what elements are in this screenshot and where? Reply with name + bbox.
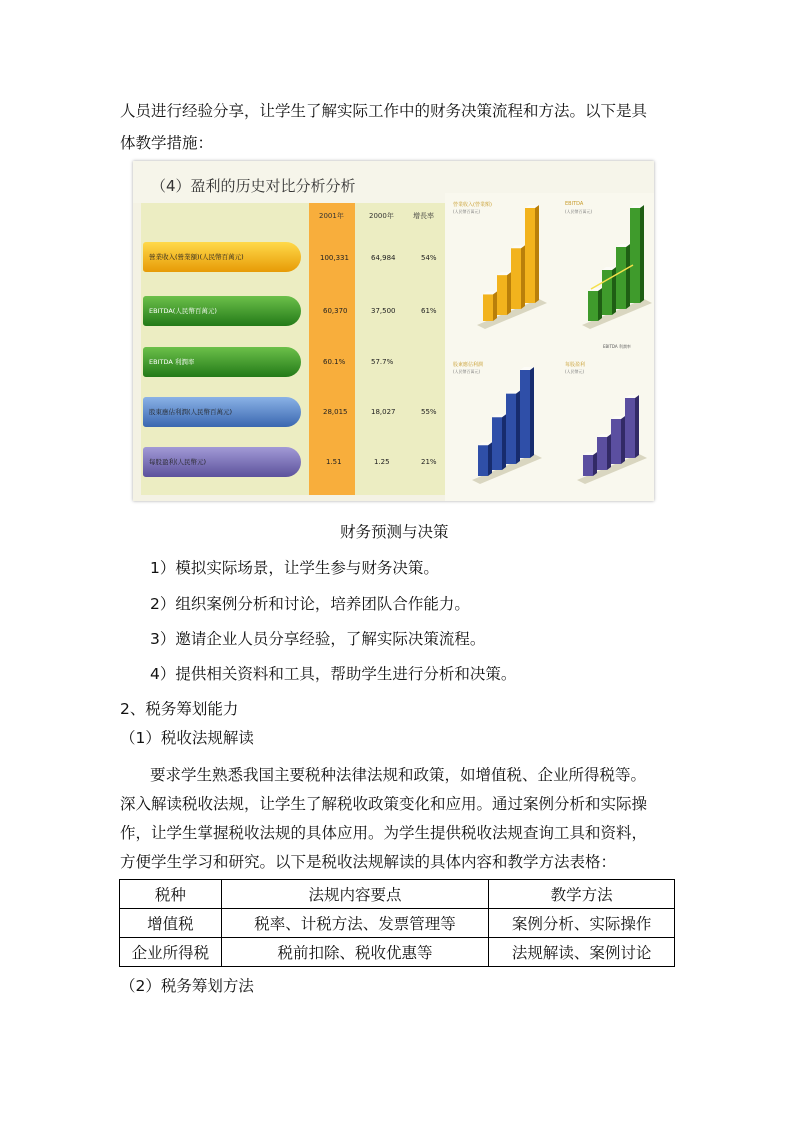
mini-bar	[597, 434, 611, 470]
mini-bar	[588, 288, 602, 321]
mini-bar	[492, 414, 506, 470]
mini-chart-title-profit: 股東應佔利潤	[453, 362, 484, 368]
mini-bar	[602, 267, 616, 315]
measure-4: 4）提供相关资料和工具，帮助学生进行分析和决策。	[150, 665, 517, 683]
mini-chart-subtitle-profit: (人民幣百萬元)	[453, 369, 481, 374]
measure-1: 1）模拟实际场景，让学生参与财务决策。	[150, 559, 439, 577]
subsection-2-heading: （2）税务筹划方法	[120, 977, 254, 995]
table-row	[120, 938, 675, 967]
table-cell: 案例分析、实际操作	[489, 909, 675, 938]
mini-bar	[625, 395, 639, 458]
row-eps-2001: 1.51	[326, 458, 342, 466]
mini-chart-title-eps: 每股盈利	[565, 362, 586, 368]
table-cell: 法规解读、案例讨论	[489, 938, 675, 967]
table-cell: 税率、计税方法、发票管理等	[221, 909, 489, 938]
para-line-4: 方便学生学习和研究。以下是税收法规解读的具体内容和教学方法表格：	[120, 853, 617, 871]
ebitda-legend: EBITDA 利潤率	[603, 344, 631, 349]
mini-bar	[511, 245, 525, 309]
mini-bar-charts	[133, 161, 654, 501]
intro-line-1: 人员进行经验分享，让学生了解实际工作中的财务决策流程和方法。以下是具	[120, 102, 648, 120]
para-line-1: 要求学生熟悉我国主要税种法律法规和政策，如增值税、企业所得税等。	[150, 766, 647, 784]
table-header-cell: 教学方法	[489, 880, 675, 909]
row-profit-2000: 18,027	[371, 408, 396, 416]
section-2-heading: 2、税务筹划能力	[120, 700, 239, 718]
mini-chart-title-ebitda: EBITDA	[565, 201, 584, 207]
row-profit-2001: 28,015	[323, 408, 348, 416]
row-profit-growth: 55%	[421, 408, 437, 416]
table-row	[120, 909, 675, 938]
figure-caption: 财务预测与决策	[340, 523, 449, 541]
col-header-2001: 2001年	[319, 212, 344, 220]
row-eps-growth: 21%	[421, 458, 437, 466]
row-label-eps: 每股盈利(人民幣元)	[143, 447, 301, 477]
row-label-shareholder-profit: 股東應佔利潤(人民幣百萬元)	[143, 397, 301, 427]
mini-bar	[497, 272, 511, 315]
row-revenue-growth: 54%	[421, 254, 437, 262]
mini-bar	[616, 244, 630, 309]
row-revenue-2001: 100,331	[320, 254, 349, 262]
row-eps-2000: 1.25	[374, 458, 390, 466]
profit-comparison-figure	[133, 161, 654, 501]
row-label-revenue: 營業收入(營業額)(人民幣百萬元)	[143, 242, 301, 272]
table-cell: 税前扣除、税收优惠等	[221, 938, 489, 967]
row-ebitda-2001: 60,370	[323, 307, 348, 315]
table-header-cell: 税种	[120, 880, 222, 909]
mini-chart-subtitle-ebitda: (人民幣百萬元)	[565, 209, 593, 214]
table-cell: 增值税	[120, 909, 222, 938]
row-margin-2001: 60.1%	[323, 358, 346, 366]
col-header-2000: 2000年	[369, 212, 394, 220]
mini-bar	[483, 291, 497, 321]
figure-title: （4）盈利的历史对比分析分析	[151, 177, 356, 195]
para-line-2: 深入解读税收法规，让学生了解税收政策变化和应用。通过案例分析和实际操	[120, 795, 648, 813]
row-ebitda-growth: 61%	[421, 307, 437, 315]
row-margin-2000: 57.7%	[371, 358, 394, 366]
subsection-1-heading: （1）税收法规解读	[120, 729, 254, 747]
measure-2: 2）组织案例分析和讨论，培养团队合作能力。	[150, 595, 470, 613]
mini-bar	[520, 367, 534, 458]
mini-chart-subtitle-revenue: (人民幣百萬元)	[453, 209, 481, 214]
row-ebitda-2000: 37,500	[371, 307, 396, 315]
tax-regulation-table	[119, 879, 675, 967]
para-line-3: 作，让学生掌握税收法规的具体应用。为学生提供税收法规查询工具和资料，	[120, 824, 648, 842]
mini-bar	[630, 205, 644, 303]
row-revenue-2000: 64,984	[371, 254, 396, 262]
table-header-cell: 法规内容要点	[221, 880, 489, 909]
measure-3: 3）邀请企业人员分享经验，了解实际决策流程。	[150, 630, 486, 648]
row-label-ebitda: EBITDA(人民幣百萬元)	[143, 296, 301, 326]
mini-bar	[611, 416, 625, 464]
mini-chart-title-revenue: 營業收入(營業額)	[453, 202, 492, 208]
table-header-row	[120, 880, 675, 909]
col-header-growth: 增長率	[413, 212, 434, 220]
mini-bar	[506, 391, 520, 464]
mini-bar	[478, 442, 492, 476]
intro-line-2: 体教学措施：	[120, 134, 214, 152]
table-cell: 企业所得税	[120, 938, 222, 967]
row-label-ebitda-margin: EBITDA 利潤率	[143, 347, 301, 377]
mini-chart-subtitle-eps: (人民幣元)	[565, 369, 585, 374]
mini-bar	[583, 452, 597, 476]
mini-bar	[525, 205, 539, 303]
